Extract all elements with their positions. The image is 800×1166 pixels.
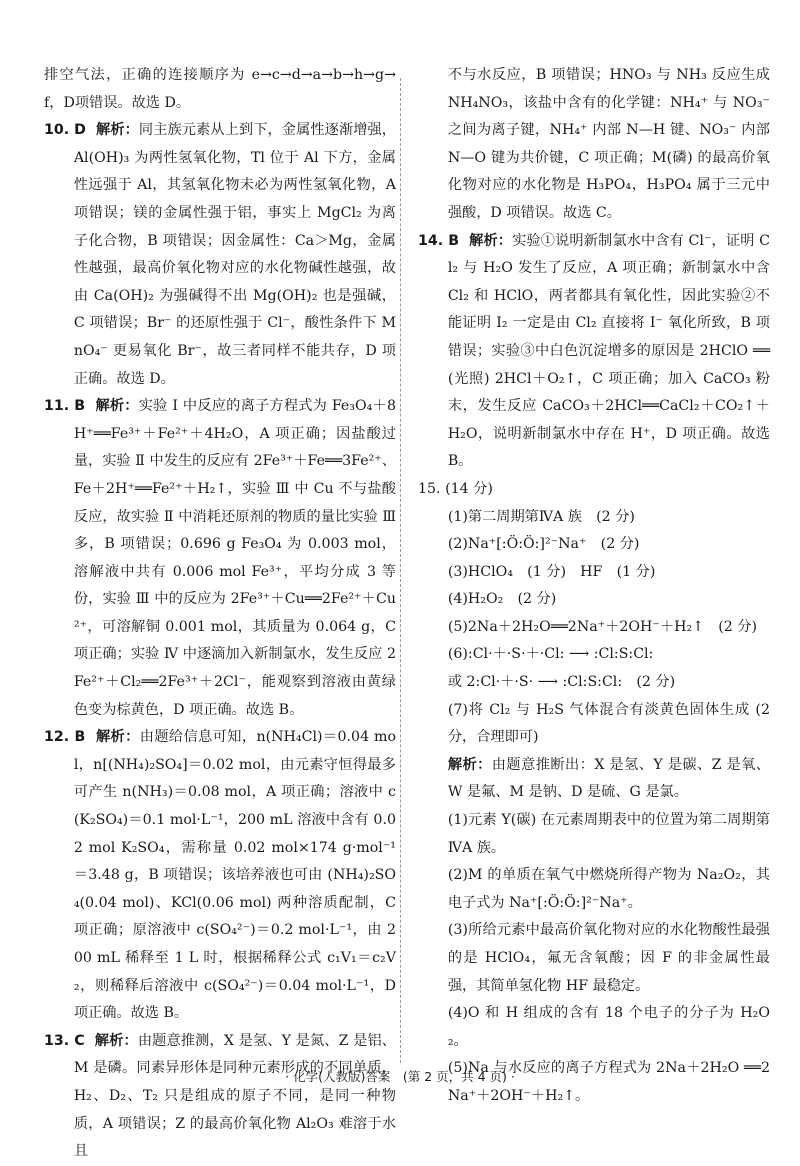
- q9-continuation: 排空气法，正确的连接顺序为 e→c→d→a→b→h→g→f，D项错误。故选 D。: [44, 67, 396, 111]
- answer-15-part-6: (6):Cl·＋·S·＋·Cl: ⟶ :Cl:S:Cl:: [447, 646, 654, 663]
- answer-11-body: 实验 Ⅰ 中反应的离子方程式为 Fe₃O₄＋8H⁺══Fe³⁺＋Fe²⁺＋4H₂O，A 项正确；因盐酸过量，实验 Ⅱ 中发生的反应有 2Fe³⁺＋Fe══3Fe²⁺、Fe＋2H⁺══Fe²⁺＋H₂↑，实验 Ⅲ 中 Cu 不与盐酸反应，故实验 Ⅱ 中消耗还原剂的物质的量比实验 Ⅲ 多，B 项错误；0.696 g Fe₃O₄ 为 0.003 mol，溶解液中共有 0.006 mol Fe³⁺，平均分成 3 等份，实验 Ⅲ 中的反应为 2Fe³⁺＋Cu══2Fe²⁺＋Cu²⁺，可溶解铜 0.001 mol，其质量为 0.064 g，C 项正确；实验 Ⅳ 中逐滴加入新制氯水，发生反应 2Fe²⁺＋Cl₂══2Fe³⁺＋2Cl⁻，能观察到溶液由黄绿色变为棕黄色，D 项正确。故选 B。: [73, 398, 401, 718]
- answer-13-body: 由题意推测，X 是氢、Y 是氮、Z 是铝、M 是磷。同素异形体是同种元素形成的不同单质，H₂、D₂、T₂ 只是组成的原子不同，是同一种物质，A 项错误；Z 的最高价氧化物 Al₂O₃ 难溶于水且: [73, 1032, 396, 1160]
- answer-13: [44, 1028, 396, 1166]
- answer-14-body: 实验①说明新制氯水中含有 Cl⁻，证明 Cl₂ 与 H₂O 发生了反应，A 项正确；新制氯水中含 Cl₂ 和 HClO，两者都具有氧化性，因此实验②不能证明 I₂ 一定是由 Cl₂ 直接将 I⁻ 氧化所致，B 项错误；实验③中白色沉淀增多的原因是 2HClO ══(光照) 2HCl＋O₂↑，C 项正确；加入 CaCO₃ 粉末，发生反应 CaCO₃＋2HCl══CaCl₂＋CO₂↑＋H₂O，说明新制氯水中存在 H⁺，D 项正确。故选 B。: [447, 232, 775, 470]
- column-divider: [400, 78, 401, 1063]
- answer-15-part-5: (5)2Na＋2H₂O══2Na⁺＋2OH⁻＋H₂↑ (2 分): [447, 618, 758, 635]
- answer-10-body: 同主族元素从上到下，金属性逐渐增强，Al(OH)₃ 为两性氢氧化物，Tl 位于 Al 下方，金属性远强于 Al，其氢氧化物未必为两性氢氧化物，A 项错误；镁的金属性强于铝，事实上 MgCl₂ 为离子化合物，B 项错误；因金属性：Ca＞Mg，金属性越强，最高价氧化物对应的水化物碱性越强，故由 Ca(OH)₂ 为强碱得不出 Mg(OH)₂ 也是强碱，C 项错误；Br⁻ 的还原性强于 Cl⁻，酸性条件下 MnO₄⁻ 更易氧化 Br⁻，故三者同样不能共存，D 项正确。故选 D。: [73, 122, 401, 387]
- answer-12: [44, 724, 401, 1028]
- answer-15-part-4: (4)H₂O₂ (2 分): [447, 591, 557, 608]
- answer-12-body: 由题给信息可知，n(NH₄Cl)＝0.04 mol，n[(NH₄)₂SO₄]＝0.02 mol，由元素守恒得最多可产生 n(NH₃)＝0.08 mol，A 项正确；溶液中 c(K₂SO₄)＝0.1 mol·L⁻¹，200 mL 溶液中含有 0.02 mol K₂SO₄，需称量 0.02 mol×174 g·mol⁻¹＝3.48 g，B 项错误；该培养液也可由 (NH₄)₂SO₄(0.04 mol)、KCl(0.06 mol) 两种溶质配制，C 项正确；原溶液中 c(SO₄²⁻)＝0.2 mol·L⁻¹，由 200 mL 稀释至 1 L 时，根据稀释公式 c₁V₁＝c₂V₂，则稀释后溶液中 c(SO₄²⁻)＝0.04 mol·L⁻¹，D 项正确。故选 B。: [73, 729, 401, 1022]
- analysis-15-head: 解析：: [447, 756, 492, 773]
- answer-14-head: 14. B 解析：: [418, 232, 513, 249]
- explain-15-5: (5)Na 与水反应的离子方程式为 2Na＋2H₂O ══2Na⁺＋2OH⁻＋H₂↑。: [447, 1060, 770, 1104]
- explain-15-1: (1)元素 Y(碳) 在元素周期表中的位置为第二周期第ⅣA 族。: [447, 812, 770, 856]
- q13-continuation: 不与水反应，B 项错误；HNO₃ 与 NH₃ 反应生成 NH₄NO₃，该盐中含有的化学键：NH₄⁺ 与 NO₃⁻ 之间为离子键，NH₄⁺ 内部 N—H 键、NO₃⁻ 内部 N—O 键为共价键，C 项正确；M(磷) 的最高价氧化物对应的水化物是 H₃PO₄，H₃PO₄ 属于三元中强酸，D 项错误。故选 C。: [447, 67, 775, 221]
- explain-15-3: (3)所给元素中最高价氧化物对应的水化物酸性最强的是 HClO₄，氟无含氧酸；因 F 的非金属性最强，其简单氢化物 HF 最稳定。: [447, 922, 770, 994]
- answer-13-head: 13. C 解析：: [44, 1032, 138, 1049]
- right-column: [418, 62, 775, 1111]
- answer-15-part-2: (2)Na⁺[:Ö:Ö:]²⁻Na⁺ (2 分): [447, 536, 640, 553]
- answer-15-part-6-alt: 或 2:Cl·＋·S· ⟶ :Cl:S:Cl: (2 分): [447, 674, 676, 691]
- answer-14: [418, 228, 775, 476]
- answer-15-part-1: (1)第二周期第ⅣA 族 (2 分): [447, 508, 635, 525]
- explain-15-2: (2)M 的单质在氧气中燃烧所得产物为 Na₂O₂，其电子式为 Na⁺[:Ö:Ö:]²⁻Na⁺。: [447, 867, 770, 911]
- analysis-15-body: 由题意推断出：X 是氢、Y 是碳、Z 是氧、W 是氟、M 是钠、D 是硫、G 是氯。: [447, 756, 770, 801]
- answer-10: [44, 117, 401, 393]
- answer-12-head: 12. B 解析：: [44, 729, 140, 746]
- answer-15-part-3: (3)HClO₄ (1 分) HF (1 分): [447, 563, 656, 580]
- answer-10-head: 10. D 解析：: [44, 122, 139, 139]
- answer-11-head: 11. B 解析：: [44, 398, 139, 415]
- answer-15-part-7: (7)将 Cl₂ 与 H₂S 气体混合有淡黄色固体生成 (2 分，合理即可): [447, 701, 775, 746]
- explain-15-4: (4)O 和 H 组成的含有 18 个电子的分子为 H₂O₂。: [447, 1005, 770, 1049]
- answer-15-head: 15. (14 分): [418, 480, 493, 497]
- analysis-15: [418, 752, 770, 807]
- page-footer: · 化学(人教版)答案 (第 2 页，共 4 页) ·: [285, 1069, 515, 1084]
- answer-11: [44, 393, 401, 724]
